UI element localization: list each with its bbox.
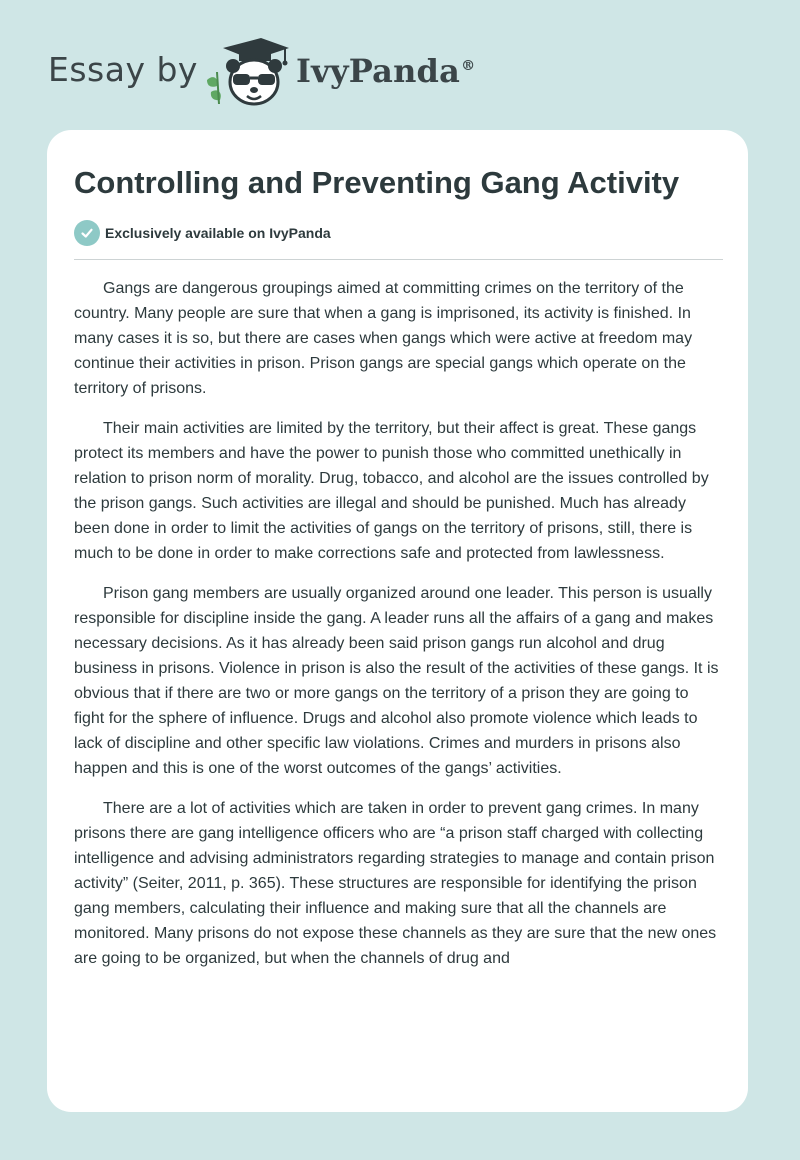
brand-name[interactable]: IvyPanda® bbox=[296, 52, 476, 90]
paragraph: Their main activities are limited by the territory, but their affect is great. These gangs protect its members and have the power to punish those who committed unethically in relation to prison norm of morality. Drug, tobacco, and alcohol are the issues controlled by the prison gangs. Such activities are illegal and should be punished. Much has already been done in order to limit the activities of gangs on the territory of prisons, still, there is much to be done in order to make corrections safe and protected from lawlessness. bbox=[74, 420, 709, 562]
brand-prefix: Essay by bbox=[48, 50, 198, 89]
essay-content bbox=[74, 162, 723, 986]
registered-mark: ® bbox=[461, 58, 476, 75]
essay-title: Controlling and Preventing Gang Activity bbox=[74, 165, 680, 200]
exclusive-notice bbox=[74, 219, 723, 247]
paragraph: Prison gang members are usually organized around one leader. This person is usually responsible for discipline inside the gang. A leader runs all the affairs of a gang and makes necessary decisions. As it has already been said prison gangs run alcohol and drug business in prisons. Violence in prison is also the result of the activities of these gangs. It is obvious that if there are two or more gangs on the territory of a prison they are going to fight for the sphere of influence. Drugs and alcohol also promote violence which leads to lack of discipline and other specific law violations. Crimes and murders in prisons also happen and this is one of the worst outcomes of the gangs’ activities. bbox=[74, 585, 719, 777]
essay-body bbox=[74, 276, 723, 971]
site-header bbox=[0, 0, 800, 130]
check-circle-icon bbox=[74, 220, 100, 246]
essay-card bbox=[47, 130, 748, 1112]
paragraph: There are a lot of activities which are taken in order to prevent gang crimes. In many prisons there are gang intelligence officers who are “a prison staff charged with collecting intelligence and advising administrators regarding strategies to manage and contain prison activity” (Seiter, 2011, p. 365). These structures are responsible for identifying the prison gang members, calculating their influence and making sure that all the channels are monitored. Many prisons do not expose these channels as they are sure that the new ones are going to be organized, but when the channels of drug and bbox=[74, 800, 717, 967]
paragraph: Gangs are dangerous groupings aimed at committing crimes on the territory of the country. Many people are sure that when a gang is imprisoned, its activity is finished. In many cases it is so, but there are cases when gangs which were active at freedom may continue their activities in prison. Prison gangs are special gangs which operate on the territory of prisons. bbox=[74, 280, 693, 397]
exclusive-label: Exclusively available on IvyPanda bbox=[105, 225, 331, 241]
divider bbox=[74, 259, 723, 260]
panda-graduate-logo-icon bbox=[203, 36, 293, 108]
